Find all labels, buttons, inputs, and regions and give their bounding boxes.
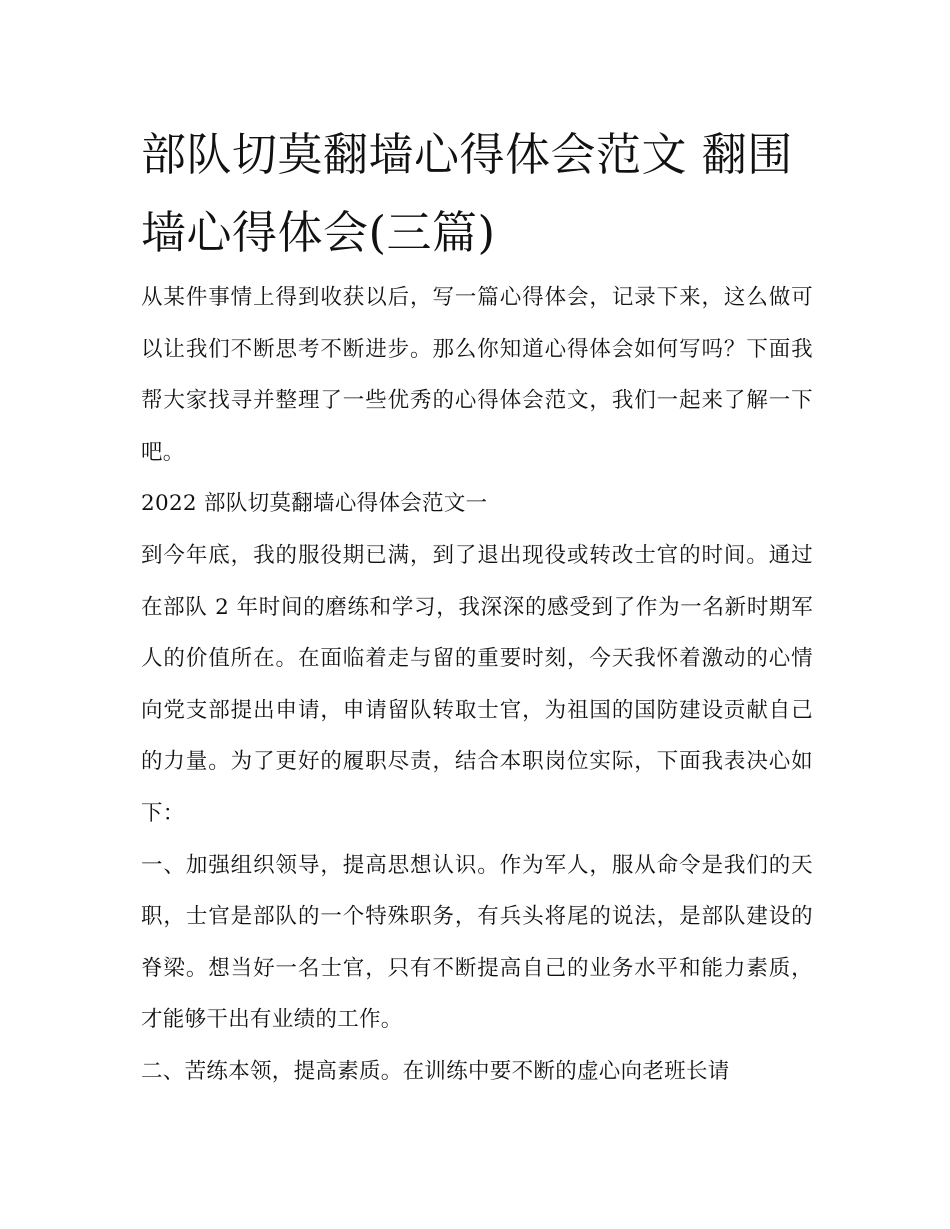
document-title: 部队切莫翻墙心得体会范文 翻围墙心得体会(三篇)	[141, 128, 793, 259]
body-paragraph: 二、苦练本领，提高素质。在训练中要不断的虚心向老班长请	[141, 1058, 730, 1084]
intro-paragraph: 从某件事情上得到收获以后，写一篇心得体会，记录下来，这么做可以让我们不断思考不断进步。那么你知道心得体会如何写吗？下面我帮大家找寻并整理了一些优秀的心得体会范文，我们一起来了解一下吧。	[141, 285, 813, 465]
body-paragraph: 一、加强组织领导，提高思想认识。作为军人，服从命令是我们的天职，士官是部队的一个特殊职务，有兵头将尾的说法，是部队建设的脊梁。想当好一名士官，只有不断提高自己的业务水平和能力素质，才能够干出有业绩的工作。	[141, 852, 813, 1033]
body-paragraph: 到今年底，我的服役期已满，到了退出现役或转改士官的时间。通过在部队 2 年时间的磨练和学习，我深深的感受到了作为一名新时期军人的价值所在。在面临着走与留的重要时刻，今天我怀着激动的心情向党支部提出申请，申请留队转取士官，为祖国的国防建设贡献自己的力量。为了更好的履职尽责，结合本职岗位实际，下面我表决心如下：	[141, 542, 813, 826]
document-body	[141, 272, 813, 1098]
section-heading: 2022 部队切莫翻墙心得体会范文一	[141, 491, 488, 517]
